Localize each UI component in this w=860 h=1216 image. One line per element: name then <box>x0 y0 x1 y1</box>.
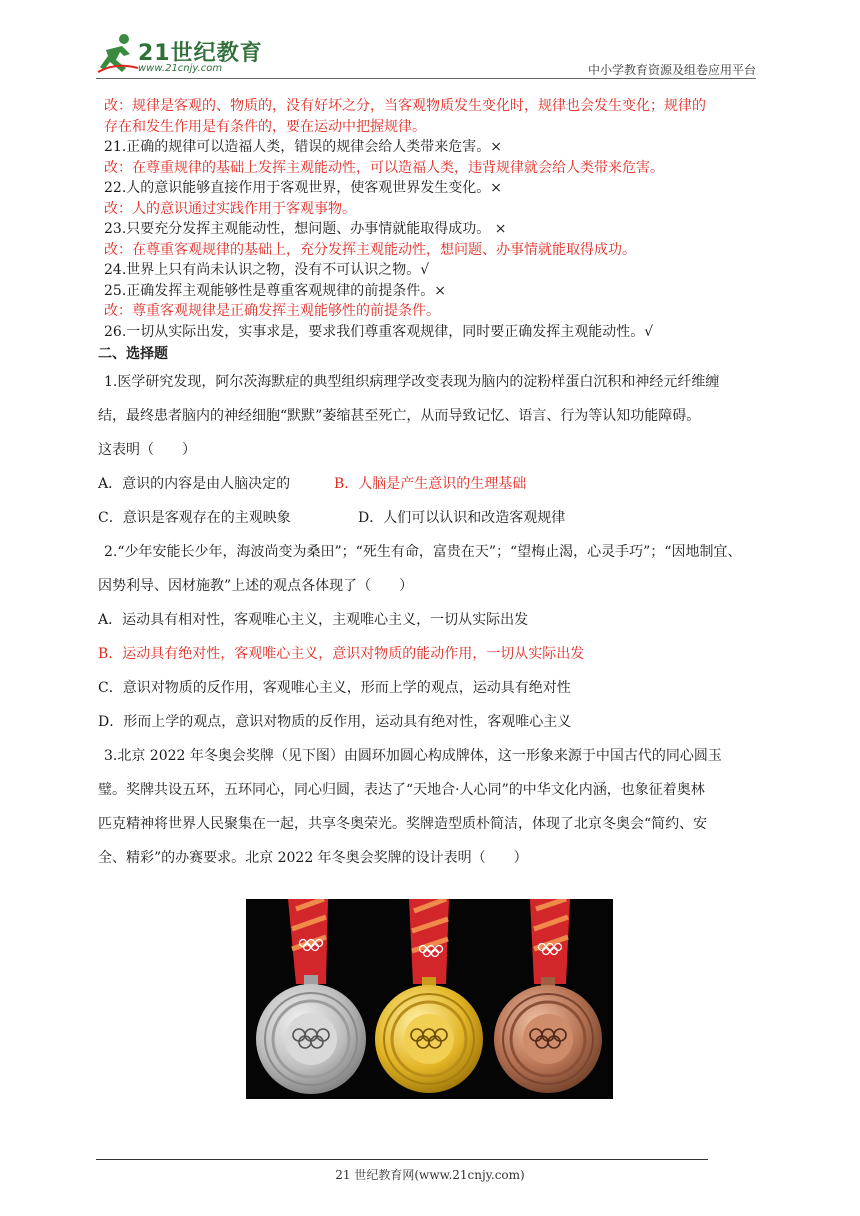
section-title: 二、选择题 <box>98 346 168 362</box>
question-1 <box>98 365 758 535</box>
olympic-medals-image <box>246 899 613 1099</box>
footer-divider <box>96 1159 708 1160</box>
question-stem: 这表明（ ） <box>98 442 196 458</box>
statement-26: 26.一切从实际出发，实事求是，要求我们尊重客观规律，同时要正确发挥主观能动性。√ <box>104 323 654 340</box>
correction-line: 改：在尊重规律的基础上发挥主观能动性，可以造福人类，违背规律就会给人类带来危害。 <box>104 159 664 176</box>
option-a: A．运动具有相对性，客观唯心主义，主观唯心主义，一切从实际出发 <box>98 612 529 628</box>
option-c: C．意识是客观存在的主观映象 <box>98 510 291 526</box>
statement-23: 23.只要充分发挥主观能动性，想问题、办事情就能取得成功。 × <box>104 221 507 237</box>
question-stem: 璧。奖牌共设五环，五环同心，同心归圆，表达了“天地合·人心同”的中华文化内涵，也象征着奥林 <box>98 782 705 798</box>
header-divider <box>96 78 756 79</box>
page-header <box>96 28 756 80</box>
question-stem: 1.医学研究发现，阿尔茨海默症的典型组织病理学改变表现为脑内的淀粉样蛋白沉积和神经元纤维缠 <box>104 374 720 390</box>
question-stem: 全、精彩”的办赛要求。北京 2022 年冬奥会奖牌的设计表明（ ） <box>98 850 528 866</box>
question-stem: 因势利导、因材施教”上述的观点各体现了（ ） <box>98 578 414 594</box>
footer-text: 21 世纪教育网(www.21cnjy.com) <box>335 1168 525 1182</box>
ribbon-bronze <box>530 899 570 984</box>
statement-24: 24.世界上只有尚未认识之物，没有不可认识之物。√ <box>104 262 430 278</box>
document-body <box>98 96 758 875</box>
correction-line: 改：规律是客观的、物质的，没有好坏之分，当客观物质发生变化时，规律也会发生变化；规律的 <box>104 98 706 114</box>
platform-name: 中小学教育资源及组卷应用平台 <box>587 63 756 77</box>
statement-22: 22.人的意识能够直接作用于客观世界，使客观世界发生变化。× <box>104 180 502 196</box>
medals-illustration <box>246 899 613 1099</box>
option-b-answer: B．人脑是产生意识的生理基础 <box>334 476 527 492</box>
gold-medal <box>375 977 483 1093</box>
logo-url: www.21cnjy.com <box>138 63 223 74</box>
question-stem: 2.“少年安能长少年，海波尚变为桑田”；“死生有命，富贵在天”；“望梅止渴，心灵手巧”；“因地制宜、 <box>104 544 742 560</box>
question-3 <box>98 739 758 875</box>
logo <box>96 32 266 76</box>
option-d: D．人们可以认识和改造客观规律 <box>358 510 566 526</box>
statement-21: 21.正确的规律可以造福人类，错误的规律会给人类带来危害。× <box>104 139 502 155</box>
correction-line: 存在和发生作用是有条件的，要在运动中把握规律。 <box>104 118 426 135</box>
option-d: D．形而上学的观点，意识对物质的反作用，运动具有绝对性，客观唯心主义 <box>98 714 572 730</box>
question-stem: 匹克精神将世界人民聚集在一起，共享冬奥荣光。奖牌造型质朴简洁，体现了北京冬奥会“简约、安 <box>98 816 708 832</box>
correction-line: 改：人的意识通过实践作用于客观事物。 <box>104 200 356 217</box>
bronze-medal <box>494 977 602 1093</box>
option-b-answer: B．运动具有绝对性，客观唯心主义，意识对物质的能动作用，一切从实际出发 <box>98 646 585 662</box>
option-a: A．意识的内容是由人脑决定的 <box>98 476 291 492</box>
option-c: C．意识对物质的反作用，客观唯心主义，形而上学的观点，运动具有绝对性 <box>98 680 571 696</box>
silver-medal <box>256 975 366 1094</box>
options-row <box>98 467 758 501</box>
logo-brand: 21世纪教育 <box>138 41 263 66</box>
options-row <box>98 501 758 535</box>
statement-25: 25.正确发挥主观能够性是尊重客观规律的前提条件。× <box>104 282 446 299</box>
correction-line: 改：尊重客观规律是正确发挥主观能够性的前提条件。 <box>104 303 440 319</box>
runner-logo-icon <box>96 32 140 76</box>
question-stem: 3.北京 2022 年冬奥会奖牌（见下图）由圆环加圆心构成牌体，这一形象来源于中国古代的同心圆玉 <box>104 748 722 764</box>
ribbon-gold <box>409 899 449 984</box>
question-stem: 结，最终患者脑内的神经细胞“默默”萎缩甚至死亡，从而导致记忆、语言、行为等认知功能障碍。 <box>98 408 701 424</box>
question-2 <box>98 535 758 739</box>
correction-line: 改：在尊重客观规律的基础上，充分发挥主观能动性，想问题、办事情就能取得成功。 <box>104 241 636 258</box>
